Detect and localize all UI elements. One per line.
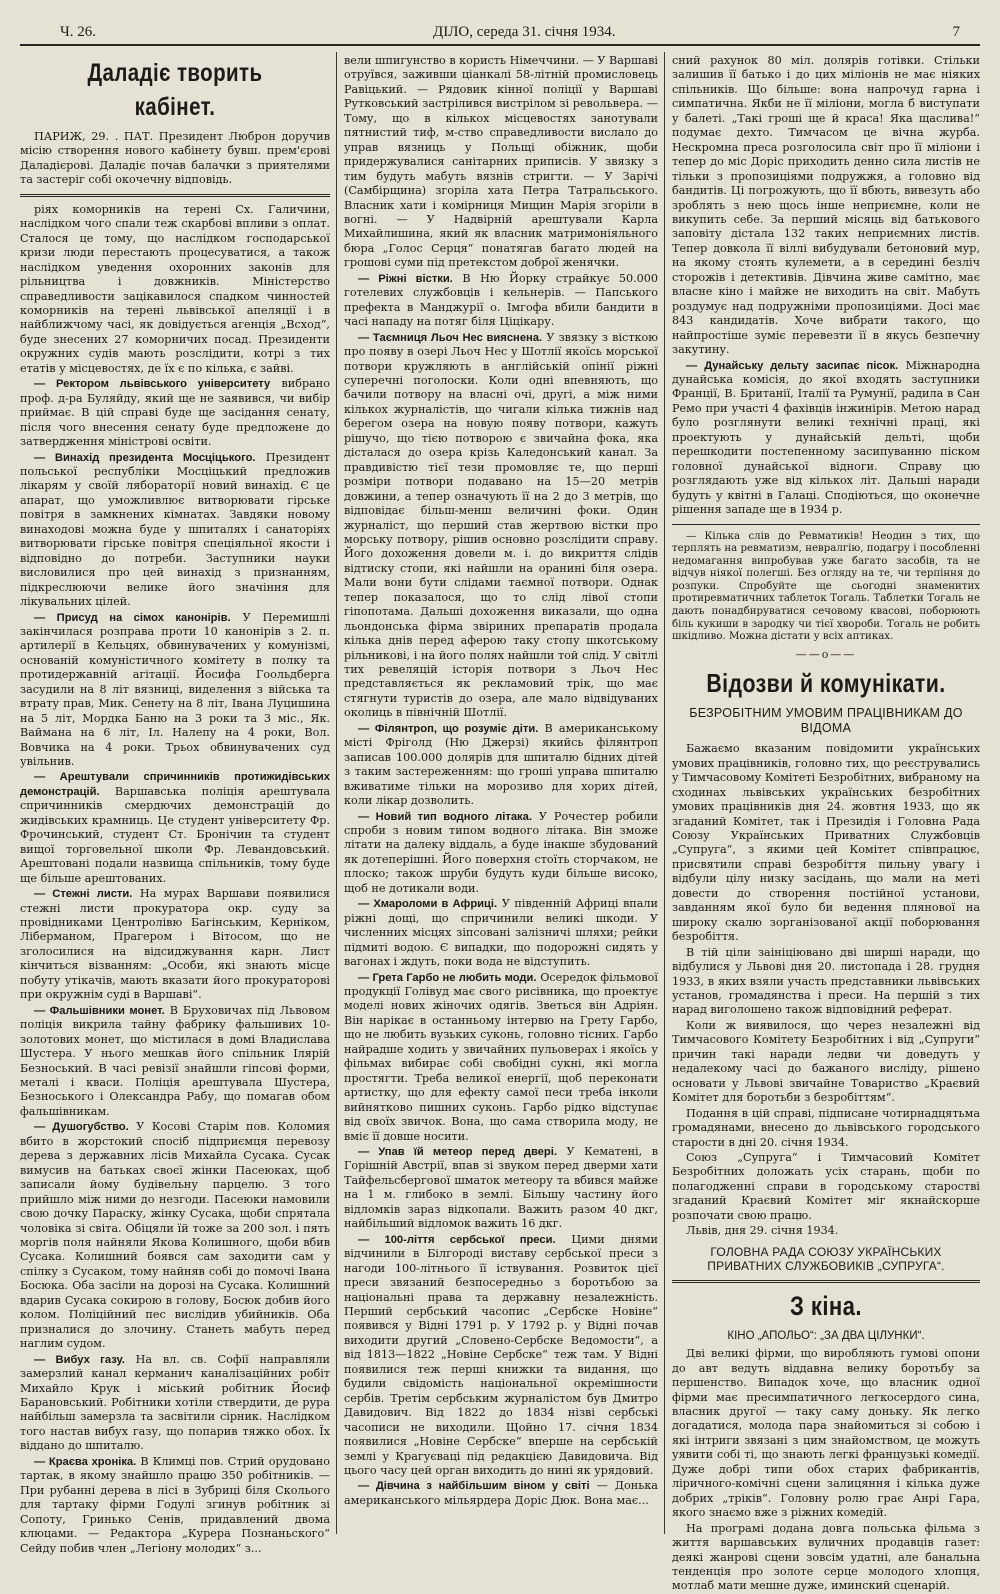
appeal-signature-organization: ГОЛОВНА РАДА СОЮЗУ УКРАЇНСЬКИХ ПРИВАТНИХ СЛУЖБОВИКІВ „СУПРУГА“. bbox=[707, 1244, 945, 1274]
masthead-date: ДІЛО, середа 31. січня 1934. bbox=[432, 23, 616, 40]
news-item bbox=[20, 377, 330, 449]
news-heading: — Ректором львівського університету bbox=[34, 378, 271, 391]
news-text: вибрано проф. д-ра Буляйду, який ще не заявився, чи вибір приймає. В цій справі буде ще засідання сенату, після чого внесення сенату буде предложене до затвердження міністрові освіти. bbox=[20, 377, 330, 449]
news-text: У південній Африці впали ріжні дощі, що спричинили великі шкоди. У численних місцях зіпсовані залізничі шляхи; рейки підмиті водою. Є випадки, що подорожні сидять у вагонах і ждуть, поки вода не відступить. bbox=[344, 897, 658, 969]
news-heading: — Присуд на сімох канонірів. bbox=[34, 611, 231, 624]
paragraph: В тій ціли заініціювано дві ширші наради, що відбулися у Львові дня 20. листопада і 28. грудня 1933, в яких взяли участь представники львівських установ, громадянства і преси. На першій з тих нарад виголошено також відповідний реферат. bbox=[672, 945, 980, 1017]
paragraph: вели шпигунство в користь Німеччини. — У Варшаві отруївся, заживши ціанкалі 58-літній промисловець Равіцький. — Рядовик кінної поліції у Варшаві Рутковський застрілився вистрілом зі револьвера. — Тому, що в кількох місцевостях занотували пятнистий тиф, м-ство справедливости вислало до управ вязниць у Польщі обіжник, щоби придержувалися санітарних приписів. У звязку з тим будуть мабуть вязнів стригти. — У Зарічі (Самбірщина) згоріла хата Петра Татральського. Власник хати і комірниця Мищин Марія згоріли в вогні. — У Надвірній арештували Карла Михайлишина, який як власник матримоніяльного бюра „Голос Серця“ понатягав багато людей на грошові суми під претекстом доброї женячки. bbox=[344, 54, 658, 270]
news-text: В американському місті Фріголд (Ню Джерзі) якийсь філянтроп записав 100.000 долярів для шпиталю бідних дітей з таким застереженням: що гроші управа шпиталю вживатиме тільки на морозиво для хорих дітей, коли лікар дозволить. bbox=[344, 721, 658, 808]
column-3 bbox=[672, 54, 980, 1593]
news-heading: — Новий тип водного літака. bbox=[358, 810, 532, 823]
separator bbox=[672, 524, 980, 525]
news-text: У звязку з вісткою про появу в озері Льоч Нес у Шотлії якоїсь морської потвори кружляють в англійській опінії ріжні суперечні поголоски. Коли одні впевняють, що бачили потвору на власні очі, другі, а між ними кількох журналістів, що чигали кілька тижнів над берегом озера на новую появу потвори, кажуть рішучо, що тією потворою є звичайна фока, яка дісталася до озера крізь Каледонський канал. За правдивістю тієї тези промовляє те, що перші розміри потвори подавано на 15—20 метрів довжини, а тепер означують її на 2 до 3 метрів, що відповідає більш-менш величині фоки. Один журналіст, що перший став жертвою вістки про морську потвору, рішив основно розслідити справу. Його дохоження довели м. і. до викриття слідів відтиску стопи, які найшли на оранині біля озера. Мали вони бути слідами таємної потвори. Однак тепер показалося, що то слід лівої стопи гіпопотама. Дальші дохоження виказали, що одна льондонська фірма звіриних препаратів продала кілька днів перед аферою таку стопу шкотському рільникові, і на його полях найшли той слід. У світлі тих ревеляцій історія потвори з Льоч Нес представляється як рекламовий трік, що має стягнути туристів до озера, але мало відвідуваних околиць в північній Шотлії. bbox=[344, 330, 658, 720]
section-title-appeals: Відозви й комунікати. bbox=[706, 668, 946, 699]
news-heading: — Винахід президента Мосціцького. bbox=[34, 451, 256, 464]
news-heading: — Фальшівники монет. bbox=[34, 1004, 165, 1017]
news-text: Осередок фільмової продукції Голівуд має свого рисівника, що проектує моделі нових жіночих одягів. Зветься він Адріян. Він нарікає в останньому інтервю на Грету Гарбо, що не любить вузьких суконь, головно тісних. Гарбо найрадше ходить у звичайних пульоверах і якоїсь у фільмах вибирає собі свобідні сукні, які могла простягти. Треба великої енергії, щоб переконати артистку, що для ефекту самої песи треба інколи вийнятково пишних суконь. Гарбо рідко відступає від своїх звичок. Вона, що сама створила моду, не вміє її довше носити. bbox=[344, 970, 658, 1143]
news-item bbox=[20, 887, 330, 1003]
news-item bbox=[344, 272, 658, 330]
news-text: В Бруховичах під Львовом поліція викрила тайну фабрику фальшивих 10-золотових монет, що містилася в домі Владислава Шустера. У нього мешкав його спільник Ілярій Безноський. В часі ревізії знайшли гіпсові форми, металі і кваси. Поліція арештувала Шустера, Безноського і Олександра Рабу, що помагав обом фальшівникам. bbox=[20, 1003, 331, 1118]
page-header bbox=[60, 22, 960, 42]
news-text: На мурах Варшави появилися стежні листи прокуратора окр. суду за провідниками Центролівю Багінським, Керніком, Ліберманом, Прагером і Вітосом, що не зголосилися на відсиджування карн. Лист кінчиться візванням: „Особи, які знають місце побуту утікачів, мають вказати його прокураторові при окружнім суді в Варшаві“. bbox=[20, 887, 330, 1002]
news-text: У Рочестер робили спроби з новим типом водного літака. Він зможе літати на далеку віддаль, а буде інакше збудований як дотеперішні. Його поверхня стоїть сторчаком, не плоско; також шруби будуть куди більше високо, щоб не дотикали води. bbox=[344, 809, 658, 895]
news-heading: — Душогубство. bbox=[34, 1121, 129, 1134]
news-item bbox=[672, 359, 980, 518]
news-text: — Донька американського мільярдера Доріс Дюк. Вона має... bbox=[344, 1479, 658, 1507]
news-text: У Кематені, в Горішній Австрії, впав зі звуком перед дверми хати Тайфельсбергової шматок метеору та вбився майже на 1 м. глибоко в землі. Більшу частину його відломків зараз відкопали. Важить разом 40 дкг, найбільший відломок важить 16 дкг. bbox=[344, 1144, 658, 1231]
news-text: Міжнародна дунайська комісія, до якої входять заступники Франції, В. Британії, Італії та Румунії, радила в Сан Ремо при участі 4 фахівців інжинірів. Метою нарад було розглянути великі технічні праці, які проектують у дунайській дельті, щоби перешкодити постепенному засипуванню піском головної дунайської відноги. Справу цю розглядають уже від кількох літ. Дальші наради будуть у квітні в Галаці. Сподіються, що оконечне рішення западе ще в 1934 р. bbox=[672, 358, 980, 517]
paragraph: Союз „Супруга“ і Тимчасовий Комітет Безробітних доложать усіх старань, щоби по полагодженні справи в городському старостві згаданий Краєвий Комітет міг якнайскорше розпочати свою працю. bbox=[672, 1150, 980, 1222]
column-2 bbox=[344, 54, 658, 1534]
paragraph: Коли ж виявилося, що через незалежні від Тимчасового Комітету Безробітних і від „Супруги“ причин такі наради ледви чи доведуть у недалекому часі до бажаного висліду, рішено основати у Львові звичайне Товариство „Краєвий Комітет для боротьби з безробіттям“. bbox=[672, 1018, 980, 1105]
news-text: У Косові Старім пов. Коломия вбито в жорстокий спосіб підприємця перевозу дерева з державних лісів Михайла Сусака. Сусак вимусив на батьках своєї жінки Пасеюках, щоб записали йому будівельну парцелю. З того прийшло між ними до незгоди. Пасеюки намовили свою дочку Параску, жінку Сусака, щоби спрятала чоловіка зі світа. Обіцяли їй тоже за 200 зол. і пять моргів поля найняли Якова Колишного, щоби вбив Сусака. Колишний боявся сам заходити сам у спілку з Сусаком, тому найняв собі до помочі Івана Босюка. Оба засіли на дорозі на Сусака. Колишний вдарив Сусака сокирою в голову, Босюк добив його колом. Поліційний пес вислідив убийників. Оба призналися до злочину. Станеть мабуть перед наглим судом. bbox=[20, 1120, 330, 1351]
paragraph: Дві великі фірми, що виробляють гумові опони до авт ведуть віддавна велику боротьбу за першенство. Випадок хоче, що власник одної фірми має пресимпатичного легкосердого сина, власник другої — таку саму доньку. Як легко догадатися, молода пара знайомиться зі собою і які інтриги звязані з цим знайомством, це можуть уявити собі ті, що знають легкі французькі комедії. Дуже добрі типи обох старих фабрикантів, ліричного-комічні сцени залицяння і кілька дуже добрих „тріків“. Головну ролю грає Анрі Гара, якого знаємо вже з ріжних комедій. bbox=[672, 1347, 980, 1520]
column-1 bbox=[20, 54, 331, 1555]
news-item bbox=[20, 1455, 330, 1556]
paragraph: На програмі додана довга польська фільма з життя варшавських вуличних продавців газет: деякі жанрові сцени зовсім удатні, але банальна тенденція про золоте серце молодого хлопця, мотлаб мати мешне дуже, иминский сценарій. bbox=[672, 1521, 980, 1593]
paragraph: ріях коморників на терені Сх. Галичини, наслідком чого спали теж скарбові впливи з оплат. Сталося це тому, що наслідком господарської кризи люди перестають процесуватися, а також наслідком уведення охоронних законів для рільництва і довжників. Міністерство справедливости зацікавилося спадком чинностей коморників на терені львівської апеляції і в найближчому часі, як довідується агенція „Всход“, буде знесених 27 коморничих посад. Президенти окружних судів мають розслідити, котрі з тих етатів у місцевостях, де їх є по кілька, є зайві. bbox=[20, 202, 330, 375]
news-heading: — Філянтроп, що розуміє діти. bbox=[358, 722, 539, 735]
news-heading: — Упав їй метеор перед двері. bbox=[358, 1145, 557, 1158]
news-text: На вл. св. Софії направляли замерзлий канал керманич каналізаційних робіт Михайло Крук і міський робітник Йосиф Барановський. Робітники хотіли ствердити, де рура найбільш замерзла та засвітили сірник. Наслідком того настав вибух газу, що попарив тяжко обох. Їх віддано до шпиталю. bbox=[20, 1352, 331, 1453]
news-text: В Климці пов. Стрий орудовано тартак, в якому знайшло працю 350 робітників. — При рубанні дерева в лісі в Зубриці біля Сколього для тартаку фірми Годулі згинув робітник зі Сопоту, Гринько Сенів, придавлений двома клюцами. — Редактора „Курера Познаньского“ Сейду побив член „Легіону молодих“ з... bbox=[20, 1454, 330, 1555]
news-item bbox=[344, 722, 658, 809]
news-item bbox=[20, 451, 330, 610]
news-text: В Ню Йорку страйкує 50.000 готелевих службовців і кельнерів. — Папського префекта в Манджурії о. Імгофа вбили бандити в часі нападу на потяг біля Ціцікару. bbox=[344, 271, 658, 329]
column-rule-2 bbox=[664, 52, 665, 1534]
article-title-daladier: Даладіє творить кабінет. bbox=[87, 59, 263, 121]
news-heading: — 100-ліття сербської преси. bbox=[358, 1233, 556, 1246]
news-text: У Перемишлі закінчилася розправа проти 10 канонірів з 2. п. артилерії в Кельцях, обвинувачених у комунізмі, основаній комуністичного комітету в полку та протидержавній агітації. Йосифа Гоольдберга засудили на 8 літ вязниці, виделення з війська та втрату прав, Мик. Сенету на 8 літ, Івана Луцишина на 5 літ, Мордка Баню на 3 роки та 3 міс., Як. Ваймана на 6 літ, Іл. Налепу на 4 роки, Вол. Вовчика на 4 роки. Трьох обвинувачених суд увільнив. bbox=[20, 610, 331, 769]
news-text: Цими днями відчинили в Білгороді виставу сербської преси з нагоди 100-літнього її іствування. Розвиток цієї преси звязаний безпосередньо з боротьбою за національні права та державну незалежність. Перший сербський часопис „Сербске Новіне“ появився у Відні 1791 р. У 1792 р. у Відні почав виходити другий „Словено-Сербске Ведомости“, а від 1813—1822 „Новіне Сербске“ теж там. У Відні появилися теж перші книжки та видання, що будили свідомість національної окремішности сербів. Третім сербським журналістом був Дмитро Давидович. Від 1822 до 1834 нізві сербські часописи не виходили. Щойно 17. січня 1834 появилися „Новіне Сербске“ вперше на сербській землі у Крагуєваці під редакцією Давидовича. Від цього часу цей орган виходить до нині як урядовий. bbox=[344, 1232, 658, 1477]
article-lead: ПАРИЖ, 29. . ПАТ. Президент Люброн доручив місію створення нового кабінету бувш. прем'єрові Даладієрові. Даладіє почав балачки з приятелями та застеріг собі окочечну відповідь. bbox=[20, 130, 330, 187]
news-item bbox=[344, 1479, 658, 1508]
news-item bbox=[20, 1353, 330, 1454]
news-item bbox=[344, 810, 658, 897]
news-text: Варшавська поліція арештувала спричинників смердючих демонстрацій до жидівських крамниць. Це студент університету Фр. Фрочинський, студент Ст. Бронічин та студент вищої торговельної школи Фр. Левандовський. Арештовані подали назвища спільників, тому буде ще більше арештованих. bbox=[20, 784, 330, 885]
news-heading: — Арештували спричинників протижидівських демонстрацій. bbox=[20, 771, 330, 798]
news-heading: — Ріжні вістки. bbox=[358, 272, 453, 285]
news-item bbox=[344, 1145, 658, 1232]
paragraph: Подання в цій справі, підписане чотирнадцятьма громадянами, внесено до львівського городського старости в дні 20. січня 1934. bbox=[672, 1106, 980, 1149]
news-item bbox=[344, 331, 658, 721]
news-item bbox=[20, 1004, 330, 1120]
column-rule-1 bbox=[336, 52, 337, 1534]
news-item bbox=[344, 897, 658, 969]
news-item bbox=[20, 1120, 330, 1351]
news-heading: — Вибух газу. bbox=[34, 1353, 125, 1366]
news-heading: — Краєва хроніка. bbox=[34, 1455, 137, 1468]
news-heading: — Грета Гарбо не любить моди. bbox=[358, 971, 537, 984]
section-title-cinema: З кіна. bbox=[790, 1290, 862, 1321]
news-item bbox=[20, 770, 330, 886]
news-item bbox=[20, 611, 330, 770]
news-heading: — Стежні листи. bbox=[34, 888, 133, 901]
paragraph: сний рахунок 80 міл. долярів готівки. Стільки залишив її батько і до цих міліонів не має ніяких спільників. Що більше: вона напрочуд гарна і симпатична. Якби не її міліони, могла б виступати у балеті. „Такі гроші ще й краса! Яка щаслива!“ подумає дехто. Тимчасом це вічна журба. Нескромна преса розголосила світ про її міліони і тепер до міс Доріс приходить денно сила листів не тільки з пропозиціями подружжя, а головно від бандитів. Ці погрожують, що її вбють, вивезуть або зроблять з нею щось інше неприємне, коли не викупить себе. За перший місяць від батькового заповіту дістала 132 таких неприємних листів. Тепер довкола її віллі вибудували бетоновий мур, на якому стоять кулемети, а в середині безліч сторожів і детективів. Дівчина живе самітно, має власне кіно і майже не виходить на світ. Мабуть роздумує над подружніми пропозиціями. Досі має 843 кандидатів. Хоче вибрати такого, що найпростіше зуміє перевезти її в якусь безпечну закутину. bbox=[672, 54, 980, 357]
news-item bbox=[344, 1233, 658, 1479]
separator bbox=[20, 194, 330, 197]
appeal-subheading: БЕЗРОБІТНИМ УМОВИМ ПРАЦІВНИКАМ ДО ВІДОМА bbox=[689, 706, 963, 736]
cinema-subheading: КІНО „АПОЛЬО“: „ЗА ДВА ЦІЛУНКИ“. bbox=[727, 1329, 925, 1342]
paragraph: Бажаємо вказаним повідомити українських умових працівників, головно тих, що реєструвались у Тимчасовому Комітеті Безробітних, вибраному на сходинах львівських українських безробітних умових працівників дня 24. жовтня 1933, що як згаданий Комітет, так і Президія і Головна Рада Союзу Українських Приватних Службовців „Супруга“, з якими цей Комітет співпрацює, присвятили справі безробіття пильну увагу і відбули цілу низку засідань, що мали на меті довести до створення постійної установи, завданням якої було би ведення плянової на широку скалю зорганізованої акції поборювання безробіття. bbox=[672, 742, 980, 944]
separator bbox=[672, 1280, 980, 1283]
news-item bbox=[344, 971, 658, 1144]
news-heading: — Таємниця Льоч Нес вияснена. bbox=[358, 331, 543, 344]
issue-number: Ч. 26. bbox=[60, 23, 96, 40]
news-text: Президент польської республіки Мосціцький предложив лікарям у своїй лябораторії новий винахід. Є це апарат, що уможливлює витворювати гірське повітря в замкнених кімнатах. Завдяки новому винаходові можна буде у шпиталях і санаторіях витворювати гірське повітря спеціяльної якости і відповідно до потреби. Заступники науки висловилися про цей винахід з признанням, підкреслюючи велике його значіння для лікувальних цілей. bbox=[20, 450, 330, 609]
news-heading: — Хмароломи в Африці. bbox=[358, 898, 498, 911]
news-heading: — Дівчина з найбільшим віном у світі bbox=[358, 1480, 590, 1493]
page-number: 7 bbox=[952, 23, 960, 40]
advertisement-togal: — Кілька слів до Ревматиків! Неодин з тих, що терплять на ревматизм, невралгію, подагру і пособленні недомагання випробував уже багато засобів, та не відчув ніякої полегші. Без огляду на те, чи терпіння до розпуки. Спробуйте ще сьогодні знаменитих протиревматичних таблеток Тогаль. Таблетки Тогаль не дають понадбируватися сечовому квасові, поборюють біль кукиши в зародку чи тієї хвороби. Тогаль не робить шкідливо. Можна дістати у всіх аптиках. bbox=[672, 530, 980, 643]
appeal-date: Львів, дня 29. січня 1934. bbox=[686, 1224, 839, 1238]
ornament-divider: ——o—— bbox=[795, 647, 857, 661]
header-rule bbox=[20, 44, 980, 46]
news-heading: — Дунайську дельту засипає пісок. bbox=[686, 359, 899, 372]
